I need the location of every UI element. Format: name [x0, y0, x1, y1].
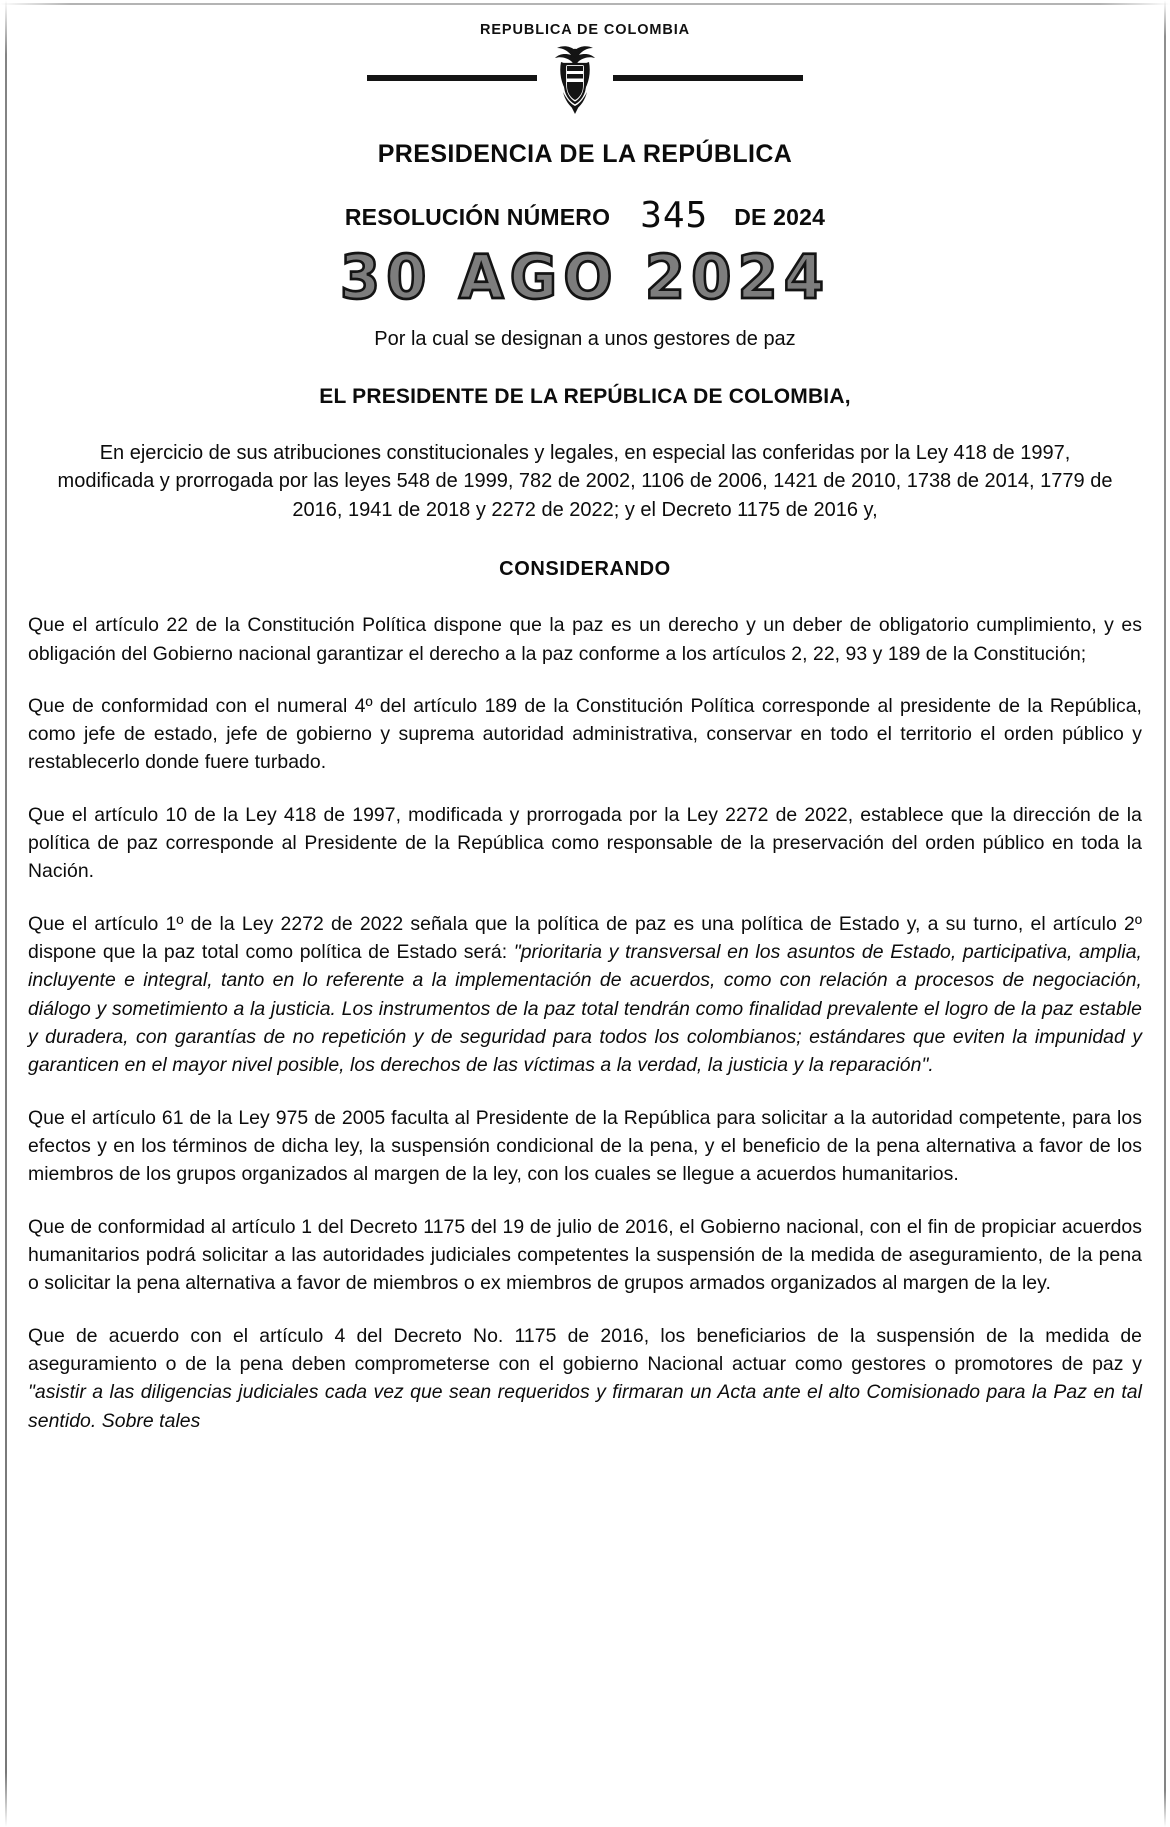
paragraph-7-lead: Que de acuerdo con el artículo 4 del Decreto No. 1175 de 2016, los beneficiarios de la suspensión de la medida de aseguramiento o de la pena deben comprometerse con el gobierno Nacional actuar como gestores o promotores de paz y: [28, 1324, 1142, 1376]
paragraph-4-quote: "prioritaria y transversal en los asuntos de Estado, participativa, amplia, incluyente e integral, tanto en lo referente a la implementación de acuerdos, como con relación a procesos de negociación, diálogo y sometimiento a la justicia. Los instrumentos de la paz total tendrán como finalidad prevalente el logro de la paz estable y duradera, con garantías de no repetición y de seguridad para todos los colombianos; estándares que eviten la impunidad y garanticen en el mayor nivel posible, los derechos de las víctimas a la verdad, la justicia y la reparación".: [28, 941, 1142, 1077]
resolution-number-stamp: 345: [640, 195, 709, 236]
document-subject: Por la cual se designan a unos gestores de paz: [374, 328, 796, 350]
paragraph-7-quote: "asistir a las diligencias judiciales cada vez que sean requeridos y firmaran un Acta ante el alto Comisionado para la Paz en tal sentido. Sobre tales: [28, 1381, 1142, 1432]
considerando-heading: CONSIDERANDO: [499, 558, 671, 581]
country-name: REPUBLICA DE COLOMBIA: [479, 22, 691, 38]
date-stamp: 30 AGO 2024: [339, 241, 831, 313]
colombia-coat-of-arms-icon: [547, 42, 603, 114]
paragraph-7: [28, 1322, 1142, 1435]
body-content: [28, 611, 1142, 1435]
resolution-line: [28, 193, 1142, 234]
paragraph-4-lead: Que el artículo 1º de la Ley 2272 de 2022 señala que la política de paz es una política de Estado y, a su turno, el artículo 2º dispone que la paz total como política de Estado será:: [28, 912, 1142, 964]
preamble-text: En ejercicio de sus atribuciones constitucionales y legales, en especial las conferidas por la Ley 418 de 1997, modificada y prorrogada por las leyes 548 de 1999, 782 de 2002, 1106 de 2006, 1421 de 2010, 1738 de 2014, 1779 de 2016, 1941 de 2018 y 2272 de 2022; y el Decreto 1175 de 2016 y,: [57, 442, 1113, 521]
horizontal-rule-right-icon: [613, 75, 803, 81]
paragraph-6: Que de conformidad al artículo 1 del Decreto 1175 del 19 de julio de 2016, el Gobierno nacional, con el fin de propiciar acuerdos humanitarios podrá solicitar a las autoridades judiciales competentes la suspensión de la medida de aseguramiento, de la pena o solicitar la pena alternativa a favor de miembros o ex miembros de grupos armados organizados al margen de la ley.: [28, 1215, 1142, 1295]
paragraph-4: [28, 910, 1142, 1080]
horizontal-rule-left-icon: [367, 75, 537, 81]
masthead: [28, 0, 1142, 114]
addressee-heading: EL PRESIDENTE DE LA REPÚBLICA DE COLOMBIA,: [319, 385, 851, 408]
paragraph-5: Que el artículo 61 de la Ley 975 de 2005 faculta al Presidente de la República para solicitar a la autoridad competente, para los efectos y en los términos de dicha ley, la suspensión condicional de la pena, y el beneficio de la pena alternativa a favor de los miembros de los grupos organizados al margen de la ley, con los cuales se llegue a acuerdos humanitarios.: [28, 1106, 1142, 1186]
page-title: PRESIDENCIA DE LA REPÚBLICA: [377, 140, 793, 168]
resolution-year: DE 2024: [734, 204, 826, 230]
crest-row: [28, 42, 1142, 114]
paragraph-2: Que de conformidad con el numeral 4º del artículo 189 de la Constitución Política corresponde al presidente de la República, como jefe de estado, jefe de gobierno y suprema autoridad administrativa, conservar en todo el territorio el orden público y restablecerlo donde fuere turbado.: [28, 694, 1142, 774]
resolution-label: RESOLUCIÓN NÚMERO: [344, 204, 611, 230]
paragraph-3: Que el artículo 10 de la Ley 418 de 1997, modificada y prorrogada por la Ley 2272 de 2022, establece que la dirección de la política de paz corresponde al Presidente de la República como responsable de la preservación del orden público en toda la Nación.: [28, 803, 1142, 883]
paragraph-1: Que el artículo 22 de la Constitución Política dispone que la paz es un derecho y un deber de obligatorio cumplimiento, y es obligación del Gobierno nacional garantizar el derecho a la paz conforme a los artículos 2, 22, 93 y 189 de la Constitución;: [28, 614, 1142, 665]
